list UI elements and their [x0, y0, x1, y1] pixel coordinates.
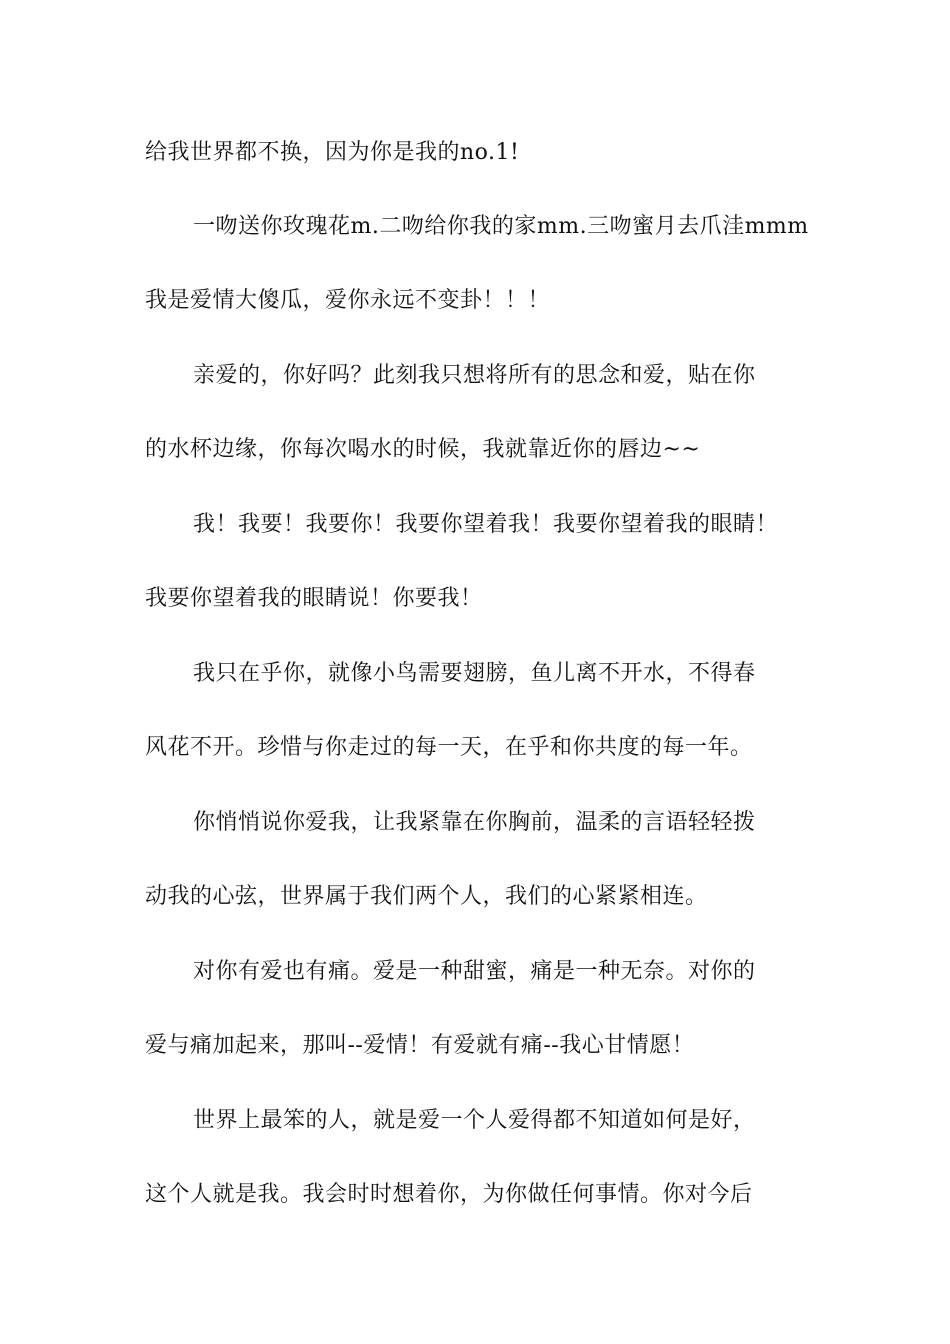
paragraph-first-line: 一吻送你玫瑰花m.二吻给你我的家mm.三吻蜜月去爪洼mmm: [193, 214, 809, 239]
text-line: 我要你望着我的眼睛说！你要我！: [145, 586, 483, 611]
paragraph-first-line: 你悄悄说你爱我，让我紧靠在你胸前，温柔的言语轻轻拨: [193, 810, 756, 835]
text-line: 给我世界都不换，因为你是我的no.1!: [145, 140, 520, 165]
text-line: 风花不开。珍惜与你走过的每一天，在乎和你共度的每一年。: [145, 735, 753, 760]
paragraph-first-line: 对你有爱也有痛。爱是一种甜蜜，痛是一种无奈。对你的: [193, 959, 756, 984]
text-line: 爱与痛加起来，那叫--爱情！有爱就有痛--我心甘情愿！: [145, 1033, 695, 1058]
paragraph-first-line: 我！我要！我要你！我要你望着我！我要你望着我的眼睛！: [193, 512, 779, 537]
text-line: 我是爱情大傻瓜，爱你永远不变卦！！！: [145, 288, 551, 313]
text-line: 的水杯边缘，你每次喝水的时候，我就靠近你的唇边~~: [145, 437, 701, 462]
paragraph-first-line: 我只在乎你，就像小鸟需要翅膀，鱼儿离不开水，不得春: [193, 661, 756, 686]
text-line: 动我的心弦，世界属于我们两个人，我们的心紧紧相连。: [145, 884, 708, 909]
paragraph-first-line: 亲爱的，你好吗？此刻我只想将所有的思念和爱，贴在你: [193, 363, 756, 388]
paragraph-first-line: 世界上最笨的人，就是爱一个人爱得都不知道如何是好，: [193, 1108, 756, 1133]
text-line: 这个人就是我。我会时时想着你，为你做任何事情。你对今后: [145, 1182, 753, 1207]
